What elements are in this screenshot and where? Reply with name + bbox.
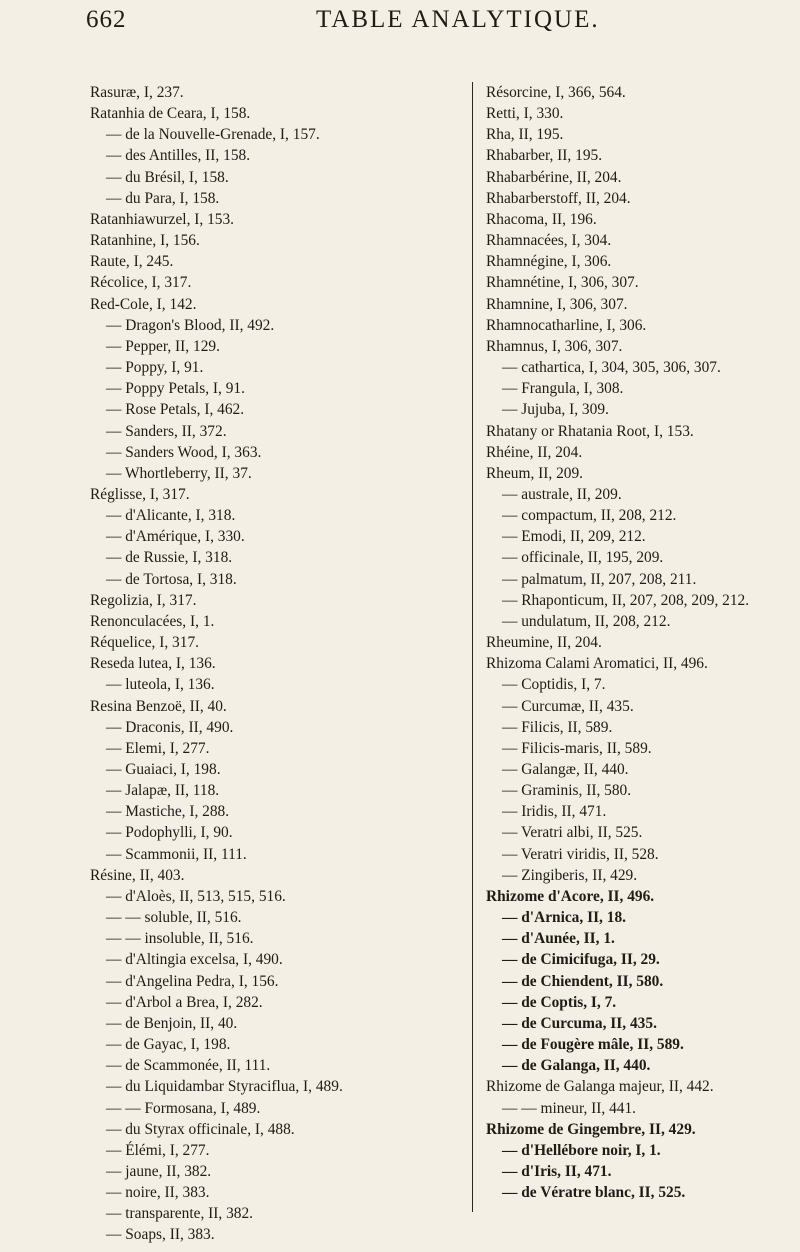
index-entry: — Zingiberis, II, 429. [502,866,638,884]
index-entry: — Draconis, II, 490. [106,718,234,736]
index-entry: — Pepper, II, 129. [106,337,220,355]
index-entry: Réquelice, I, 317. [90,634,199,652]
index-entry: — Podophylli, I, 90. [106,824,233,842]
index-entry: — de Tortosa, I, 318. [106,570,237,588]
index-entry: — transparente, II, 382. [106,1205,254,1223]
index-entry: — de Russie, I, 318. [106,549,233,567]
index-entry: — Galangæ, II, 440. [502,761,629,778]
index-entry: — de Gayac, I, 198. [106,1036,231,1054]
index-entry: Résorcine, I, 366, 564. [486,84,626,101]
index-entry: — Guaiaci, I, 198. [106,761,221,778]
index-entry: — Emodi, II, 209, 212. [502,528,646,546]
index-entry: Rhamnégine, I, 306. [486,253,612,271]
index-entry: — australe, II, 209. [502,485,622,503]
index-entry: — jaune, II, 382. [106,1162,212,1180]
index-entry: Rhizoma Calami Aromatici, II, 496. [486,655,708,673]
index-entry: — des Antilles, II, 158. [106,147,251,165]
index-entry: — du Brésil, I, 158. [106,168,229,186]
index-entry: — du Para, I, 158. [106,189,220,207]
index-entry: — d'Hellébore noir, I, 1. [502,1141,661,1159]
index-entry: — — Formosana, I, 489. [106,1099,261,1117]
index-entry: — Filicis, II, 589. [502,718,613,736]
index-entry: Réglisse, I, 317. [90,485,190,503]
index-entry: Resina Benzoë, II, 40. [90,697,227,715]
index-entry: Rhabarber, II, 195. [486,147,603,165]
index-entry: Rheumine, II, 204. [486,634,602,652]
index-entry: Rhamnus, I, 306, 307. [486,337,623,355]
index-entry: — Jujuba, I, 309. [502,401,609,419]
column-divider [472,82,473,1212]
index-entry: — de Curcuma, II, 435. [502,1014,657,1032]
index-entry: Renonculacées, I, 1. [90,612,215,630]
index-column-left [90,82,430,1246]
index-entry: — de Galanga, II, 440. [502,1057,651,1075]
index-entry: Rhizome de Gingembre, II, 429. [486,1120,696,1138]
index-entry: Regolizia, I, 317. [90,591,197,609]
index-entry: Rhamnocatharline, I, 306. [486,316,647,334]
index-entry: — Frangula, I, 308. [502,380,624,398]
index-entry: — Rhaponticum, II, 207, 208, 209, 212. [502,591,750,609]
index-entry: — — insoluble, II, 516. [106,930,254,948]
page-number: 662 [86,6,127,33]
index-entry: — Dragon's Blood, II, 492. [106,316,275,334]
index-entry: — de Coptis, I, 7. [502,993,617,1011]
index-entry: — cathartica, I, 304, 305, 306, 307. [502,359,721,377]
index-entry: — luteola, I, 136. [106,676,215,694]
index-entry: Rhabarbérine, II, 204. [486,168,622,186]
index-entry: — Veratri albi, II, 525. [502,824,643,842]
index-entry: Raute, I, 245. [90,253,174,271]
index-entry: Rhamnétine, I, 306, 307. [486,274,639,292]
index-entry: — Scammonii, II, 111. [106,845,247,863]
index-entry: — Poppy, I, 91. [106,359,204,377]
index-column-right [486,82,786,1203]
index-entry: — Élémi, I, 277. [106,1141,210,1159]
index-entry: — de la Nouvelle-Grenade, I, 157. [106,126,320,144]
index-entry: Rhizome de Galanga majeur, II, 442. [486,1078,714,1096]
index-entry: Rhizome d'Acore, II, 496. [486,887,655,905]
index-entry: — d'Alicante, I, 318. [106,507,236,525]
index-entry: — — soluble, II, 516. [106,909,242,927]
index-entry: — — mineur, II, 441. [502,1099,637,1117]
index-entry: — Iridis, II, 471. [502,803,607,821]
index-entry: Rhéine, II, 204. [486,443,583,461]
index-entry: — Jalapæ, II, 118. [106,782,220,800]
index-entry: — Filicis-maris, II, 589. [502,739,652,757]
index-entry: — d'Iris, II, 471. [502,1162,612,1180]
index-entry: — Sanders, II, 372. [106,422,227,440]
index-entry: — officinale, II, 195, 209. [502,549,664,567]
index-entry: Rhamnine, I, 306, 307. [486,295,628,313]
index-entry: — de Scammonée, II, 111. [106,1057,271,1075]
index-entry: — du Styrax officinale, I, 488. [106,1120,295,1138]
index-entry: Ratanhia de Ceara, I, 158. [90,105,251,123]
index-entry: — compactum, II, 208, 212. [502,507,677,525]
index-entry: — Graminis, II, 580. [502,782,632,800]
index-entry: — de Chiendent, II, 580. [502,972,664,990]
index-entry: — de Cimicifuga, II, 29. [502,951,660,969]
index-entry: Rha, II, 195. [486,126,564,144]
index-entry: — Veratri viridis, II, 528. [502,845,659,863]
index-entry: — Poppy Petals, I, 91. [106,380,245,398]
index-entry: — Sanders Wood, I, 363. [106,443,262,461]
index-entry: Rasuræ, I, 237. [90,84,184,101]
index-entry: — Curcumæ, II, 435. [502,697,634,715]
index-entry: — de Benjoin, II, 40. [106,1014,238,1032]
index-entry: — palmatum, II, 207, 208, 211. [502,570,697,588]
index-entry: Ratanhine, I, 156. [90,232,200,250]
index-entry: — de Vératre blanc, II, 525. [502,1184,686,1202]
page-header [86,6,726,42]
index-entry: — Elemi, I, 277. [106,739,210,757]
index-entry: Rheum, II, 209. [486,464,584,482]
index-entry: — d'Amérique, I, 330. [106,528,245,546]
index-entry: — Rose Petals, I, 462. [106,401,245,419]
index-entry: Rhatany or Rhatania Root, I, 153. [486,422,694,440]
index-entry: Rhamnacées, I, 304. [486,232,612,250]
index-entry: — d'Aloès, II, 513, 515, 516. [106,887,286,905]
index-entry: Red-Cole, I, 142. [90,295,197,313]
index-entry: — Mastiche, I, 288. [106,803,230,821]
index-entry: Ratanhiawurzel, I, 153. [90,210,235,228]
index-entry: — d'Arbol a Brea, I, 282. [106,993,263,1011]
index-entry: Récolice, I, 317. [90,274,192,292]
index-entry: — Whortleberry, II, 37. [106,464,252,482]
index-entry: — noire, II, 383. [106,1184,210,1202]
index-entry: Résine, II, 403. [90,866,185,884]
index-entry: — Soaps, II, 383. [106,1226,215,1244]
index-entry: — d'Altingia excelsa, I, 490. [106,951,283,969]
index-entry: — d'Aunée, II, 1. [502,930,615,948]
index-entry: — d'Arnica, II, 18. [502,909,626,927]
index-entry: Rhacoma, II, 196. [486,210,597,228]
index-entry: — undulatum, II, 208, 212. [502,612,671,630]
index-entry: Retti, I, 330. [486,105,564,123]
index-entry: — d'Angelina Pedra, I, 156. [106,972,279,990]
running-title: TABLE ANALYTIQUE. [316,6,600,33]
index-entry: — de Fougère mâle, II, 589. [502,1036,684,1054]
index-entry: — du Liquidambar Styraciflua, I, 489. [106,1078,343,1096]
index-entry: Reseda lutea, I, 136. [90,655,216,673]
index-entry: — Coptidis, I, 7. [502,676,606,694]
index-entry: Rhabarberstoff, II, 204. [486,189,631,207]
